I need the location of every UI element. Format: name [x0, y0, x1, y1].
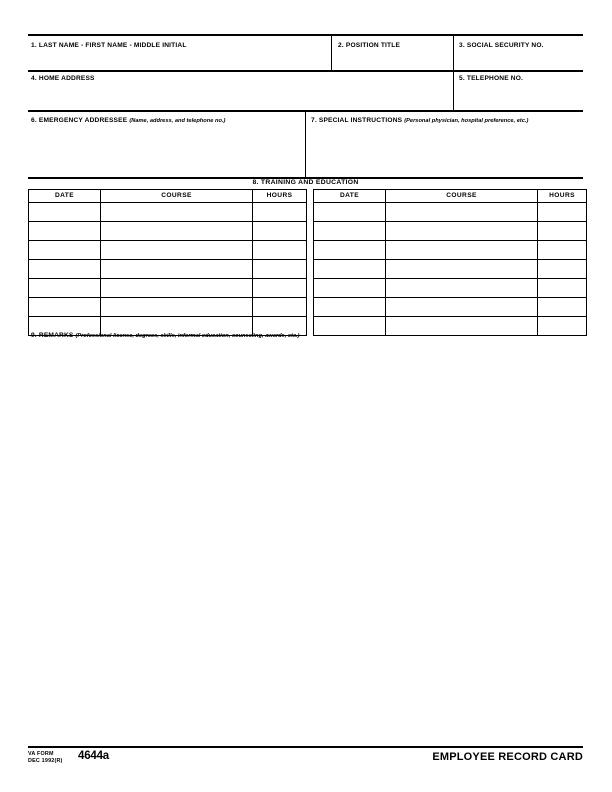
cell-hours-right[interactable]: [538, 298, 587, 317]
cell-gutter: [307, 241, 314, 260]
rule-top: [28, 34, 583, 36]
cell-course-left[interactable]: [101, 260, 253, 279]
divider-field1-field2: [331, 34, 332, 70]
cell-gutter: [307, 222, 314, 241]
rule-footer: [28, 746, 583, 748]
cell-date-right[interactable]: [314, 222, 386, 241]
column-header-course-left: COURSE: [101, 190, 253, 203]
cell-date-right[interactable]: [314, 241, 386, 260]
cell-date-right[interactable]: [314, 260, 386, 279]
field-6-label: [31, 118, 225, 125]
form-agency-line-2: DEC 1992(R): [28, 758, 63, 765]
cell-hours-left[interactable]: [253, 298, 307, 317]
field-4-label: 4. HOME ADDRESS: [31, 75, 95, 82]
cell-gutter: [307, 260, 314, 279]
cell-hours-right[interactable]: [538, 222, 587, 241]
cell-date-right[interactable]: [314, 279, 386, 298]
table-row: [29, 279, 587, 298]
column-header-hours-right: HOURS: [538, 190, 587, 203]
cell-date-right[interactable]: [314, 317, 386, 336]
cell-date-left[interactable]: [29, 241, 101, 260]
divider-field6-field7: [305, 110, 306, 177]
field-1-label: 1. LAST NAME - FIRST NAME - MIDDLE INITIAL: [31, 42, 187, 49]
cell-hours-left[interactable]: [253, 279, 307, 298]
cell-hours-right[interactable]: [538, 317, 587, 336]
field-1-input[interactable]: [31, 50, 329, 69]
table-row: [29, 260, 587, 279]
cell-gutter: [307, 279, 314, 298]
form-agency-line-1: VA FORM: [28, 751, 54, 757]
cell-course-right[interactable]: [386, 298, 538, 317]
field-9-input[interactable]: [31, 343, 582, 741]
cell-course-right[interactable]: [386, 317, 538, 336]
cell-course-right[interactable]: [386, 279, 538, 298]
column-header-date-left: DATE: [29, 190, 101, 203]
cell-date-left[interactable]: [29, 222, 101, 241]
field-7-input[interactable]: [311, 127, 582, 176]
cell-course-left[interactable]: [101, 241, 253, 260]
field-7-label: [311, 118, 528, 125]
cell-course-right[interactable]: [386, 241, 538, 260]
column-header-course-right: COURSE: [386, 190, 538, 203]
cell-date-right[interactable]: [314, 298, 386, 317]
cell-date-left[interactable]: [29, 260, 101, 279]
cell-date-left[interactable]: [29, 279, 101, 298]
field-7-label-text: 7. SPECIAL INSTRUCTIONS: [311, 117, 403, 124]
cell-course-right[interactable]: [386, 260, 538, 279]
cell-hours-left[interactable]: [253, 241, 307, 260]
field-9-hint: (Professional license, degrees, skills, informal education, counseling, awards, etc.): [75, 333, 300, 339]
field-6-label-text: 6. EMERGENCY ADDRESSEE: [31, 117, 128, 124]
cell-gutter: [307, 317, 314, 336]
table-center-gutter: [307, 190, 314, 203]
training-section-title: 8. TRAINING AND EDUCATION: [252, 179, 359, 186]
field-4-input[interactable]: [31, 84, 451, 109]
cell-date-right[interactable]: [314, 203, 386, 222]
cell-hours-right[interactable]: [538, 241, 587, 260]
cell-course-right[interactable]: [386, 203, 538, 222]
cell-gutter: [307, 203, 314, 222]
cell-course-left[interactable]: [101, 298, 253, 317]
field-7-hint: (Personal physician, hospital preference, etc.): [404, 118, 529, 124]
field-3-label: 3. SOCIAL SECURITY NO.: [459, 42, 544, 49]
cell-date-left[interactable]: [29, 298, 101, 317]
column-header-hours-left: HOURS: [253, 190, 307, 203]
field-3-input[interactable]: [459, 50, 582, 69]
cell-course-left[interactable]: [101, 203, 253, 222]
cell-course-left[interactable]: [101, 279, 253, 298]
training-table-body: [29, 203, 587, 336]
field-9-label-text: 9. REMARKS: [31, 332, 74, 339]
table-row: [29, 298, 587, 317]
cell-hours-left[interactable]: [253, 222, 307, 241]
field-6-input[interactable]: [31, 127, 303, 176]
cell-date-left[interactable]: [29, 203, 101, 222]
cell-hours-right[interactable]: [538, 260, 587, 279]
field-5-input[interactable]: [459, 84, 582, 109]
table-header-row: [29, 190, 587, 203]
column-header-date-right: DATE: [314, 190, 386, 203]
form-title: EMPLOYEE RECORD CARD: [432, 751, 583, 763]
field-2-input[interactable]: [338, 50, 451, 69]
cell-hours-left[interactable]: [253, 260, 307, 279]
rule-row1-row2: [28, 70, 583, 72]
field-5-label: 5. TELEPHONE NO.: [459, 75, 524, 82]
table-row: [29, 241, 587, 260]
cell-course-right[interactable]: [386, 222, 538, 241]
field-9-label: [31, 333, 300, 340]
cell-hours-right[interactable]: [538, 279, 587, 298]
cell-hours-left[interactable]: [253, 203, 307, 222]
cell-course-left[interactable]: [101, 222, 253, 241]
field-6-hint: (Name, address, and telephone no.): [129, 118, 226, 124]
field-2-label: 2. POSITION TITLE: [338, 42, 401, 49]
form-number: 4644a: [78, 750, 109, 762]
divider-field2-field3: [453, 34, 454, 110]
form-agency-id: [28, 751, 63, 765]
cell-gutter: [307, 298, 314, 317]
table-row: [29, 222, 587, 241]
training-education-table: [28, 189, 587, 336]
cell-hours-right[interactable]: [538, 203, 587, 222]
table-row: [29, 203, 587, 222]
